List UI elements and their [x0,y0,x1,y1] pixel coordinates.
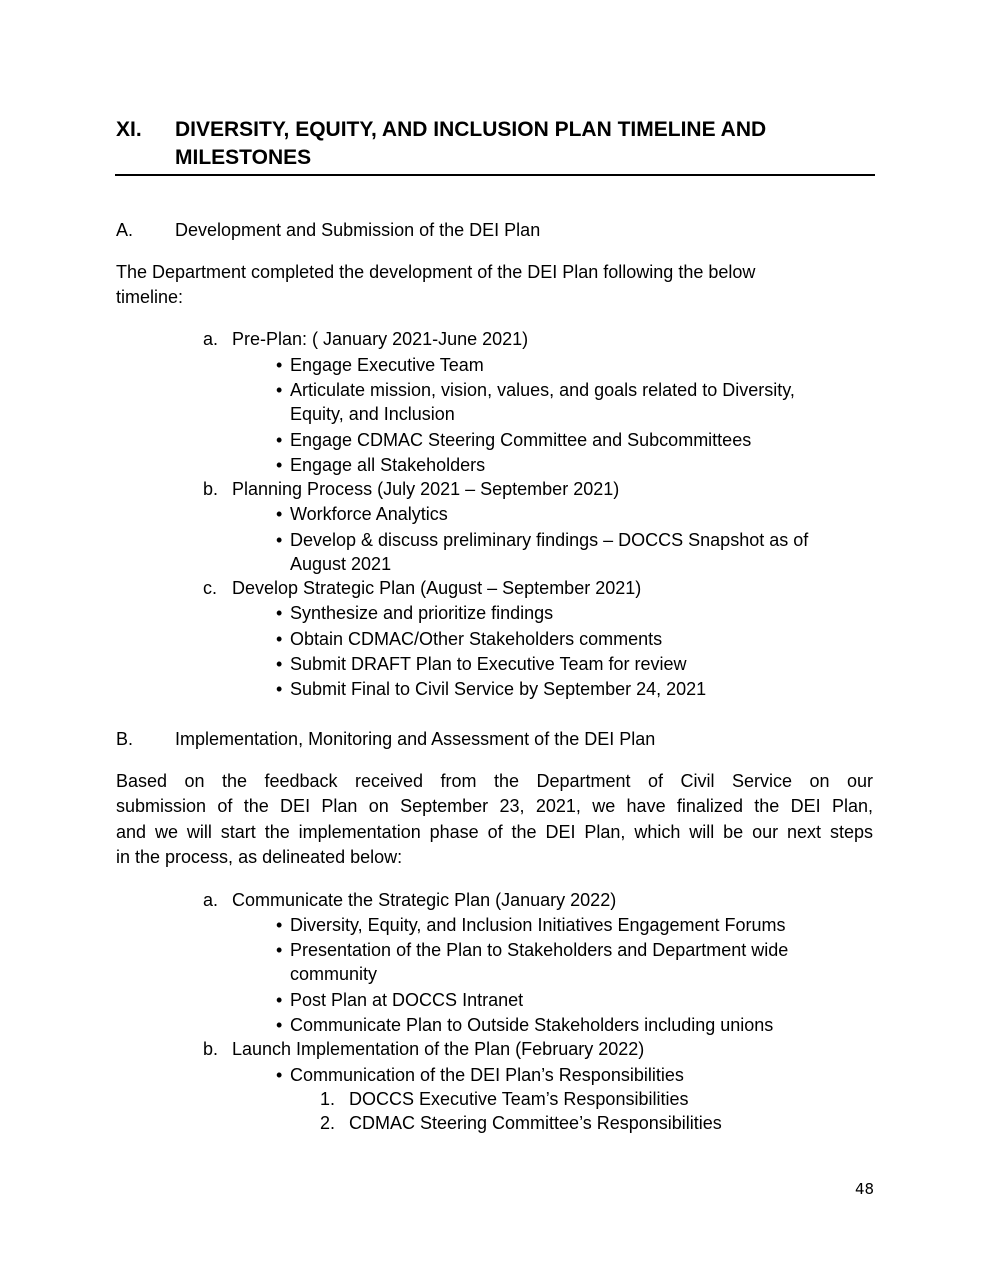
heading-underline [115,174,875,176]
part-a-letter: A. [116,220,134,240]
bullet-icon: • [276,990,283,1010]
bullet-item: Diversity, Equity, and Inclusion Initiatives Engagement Forums [290,915,786,935]
list-item-label: a. [203,329,219,349]
part-b-paragraph-line-1: Based on the feedback received from the Department of Civil Service on our [116,771,873,791]
bullet-icon: • [276,629,283,649]
list-item: Pre-Plan: ( January 2021-June 2021) [232,329,529,349]
bullet-icon: • [276,654,283,674]
bullet-item: Post Plan at DOCCS Intranet [290,990,524,1010]
bullet-icon: • [276,355,283,375]
page-number: 48 [855,1180,875,1198]
bullet-item: Obtain CDMAC/Other Stakeholders comments [290,629,663,649]
bullet-item: Workforce Analytics [290,504,448,524]
list-item-label: c. [203,578,218,598]
bullet-item: Submit Final to Civil Service by September 24, 2021 [290,679,707,699]
numbered-item-label: 1. [320,1089,336,1109]
part-b-paragraph-line-2: submission of the DEI Plan on September 23, 2021, we have finalized the DEI Plan, [116,796,873,816]
bullet-item: Presentation of the Plan to Stakeholders and Department wide [290,940,789,960]
bullet-item: Engage Executive Team [290,355,484,375]
numbered-item: DOCCS Executive Team’s Responsibilities [349,1089,689,1109]
bullet-item-continued: August 2021 [290,554,392,574]
bullet-item: Submit DRAFT Plan to Executive Team for review [290,654,687,674]
bullet-icon: • [276,1015,283,1035]
part-a-intro-line-2: timeline: [116,287,184,307]
list-item-label: b. [203,1039,219,1059]
bullet-icon: • [276,455,283,475]
bullet-item: Communication of the DEI Plan’s Responsibilities [290,1065,684,1085]
part-a-heading: Development and Submission of the DEI Plan [175,220,541,240]
bullet-item: Synthesize and prioritize findings [290,603,554,623]
part-b-paragraph-line-4: in the process, as delineated below: [116,847,403,867]
bullet-icon: • [276,380,283,400]
part-a-intro-line-1: The Department completed the development of the DEI Plan following the below [116,262,756,282]
section-title-line-2: MILESTONES [175,146,312,169]
part-b-letter: B. [116,729,134,749]
bullet-icon: • [276,504,283,524]
bullet-item: Engage all Stakeholders [290,455,486,475]
bullet-icon: • [276,603,283,623]
section-number: XI. [116,118,142,141]
bullet-item-continued: community [290,964,378,984]
bullet-item: Develop & discuss preliminary findings – DOCCS Snapshot as of [290,530,809,550]
list-item: Planning Process (July 2021 – September 2021) [232,479,620,499]
bullet-item-continued: Equity, and Inclusion [290,404,455,424]
bullet-icon: • [276,1065,283,1085]
part-b-paragraph-line-3: and we will start the implementation phase of the DEI Plan, which will be our next steps [116,822,873,842]
bullet-item: Communicate Plan to Outside Stakeholders including unions [290,1015,774,1035]
list-item-label: a. [203,890,219,910]
bullet-item: Engage CDMAC Steering Committee and Subcommittees [290,430,752,450]
part-b-heading: Implementation, Monitoring and Assessment of the DEI Plan [175,729,656,749]
list-item: Develop Strategic Plan (August – September 2021) [232,578,642,598]
list-item-label: b. [203,479,219,499]
list-item: Communicate the Strategic Plan (January 2022) [232,890,617,910]
bullet-icon: • [276,430,283,450]
bullet-icon: • [276,530,283,550]
bullet-icon: • [276,679,283,699]
numbered-item: CDMAC Steering Committee’s Responsibilities [349,1113,722,1133]
bullet-item: Articulate mission, vision, values, and goals related to Diversity, [290,380,795,400]
bullet-icon: • [276,940,283,960]
numbered-item-label: 2. [320,1113,336,1133]
section-title-line-1: DIVERSITY, EQUITY, AND INCLUSION PLAN TIMELINE AND [175,118,767,141]
list-item: Launch Implementation of the Plan (February 2022) [232,1039,645,1059]
bullet-icon: • [276,915,283,935]
